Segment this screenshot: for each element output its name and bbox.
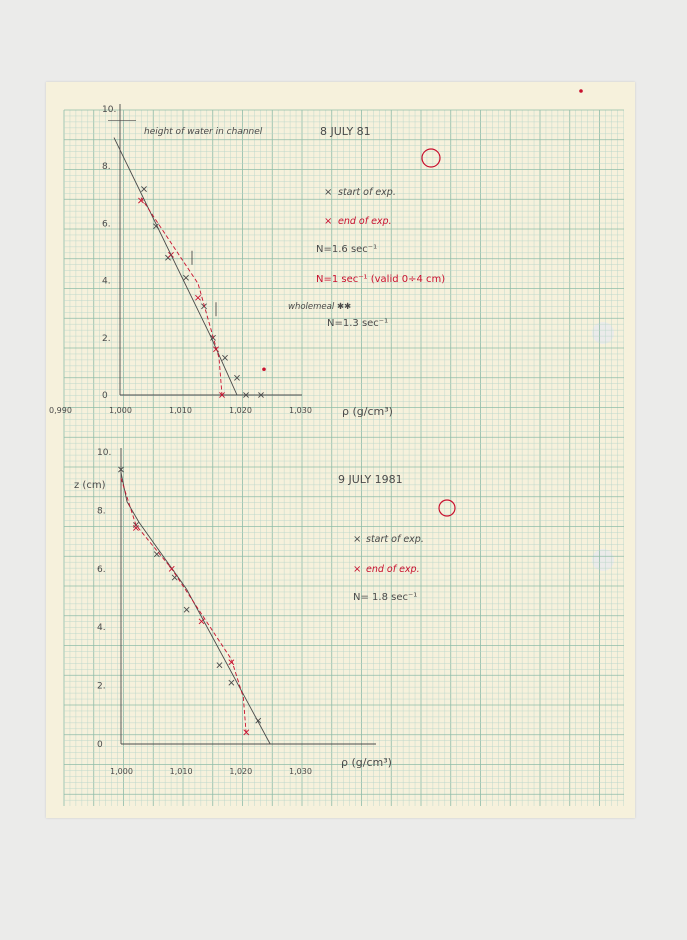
- chart-1-legend-start: start of exp.: [338, 187, 396, 198]
- x-tick-label: 1,000: [110, 767, 133, 776]
- chart-1-legend: [288, 187, 445, 329]
- chart-1-annotation: height of water in channel: [144, 127, 263, 137]
- chart-1-legend-n2: N=1 sec⁻¹ (valid 0÷4 cm): [316, 274, 446, 285]
- chart-2: [74, 448, 455, 776]
- chart-1-legend-end: end of exp.: [338, 216, 392, 227]
- x-tick-label: 1,000: [109, 406, 132, 415]
- y-tick-label: 0: [97, 740, 103, 750]
- chart-2-x-label: ρ (g/cm³): [341, 756, 392, 769]
- red-corner-dot: [579, 89, 583, 93]
- x-tick-label: 1,020: [229, 767, 253, 776]
- chart-2-legend-x-end: ×: [353, 564, 362, 575]
- chart-2-legend-end: end of exp.: [366, 564, 420, 575]
- x-tick-label: 1,030: [289, 767, 312, 776]
- y-tick-label: 2.: [97, 681, 106, 692]
- chart-1-legend-x-start: ×: [324, 187, 333, 198]
- data-point: [229, 680, 234, 685]
- x-tick-label: 1,030: [289, 406, 312, 415]
- y-tick-label: 8.: [102, 162, 111, 173]
- y-tick-label: 0: [102, 391, 108, 401]
- chart-1-title: 8 JULY 81: [320, 125, 371, 138]
- graph-paper-sheet: [46, 82, 635, 818]
- chart-1-legend-x-end: ×: [324, 216, 333, 227]
- grid-lines: [64, 110, 624, 806]
- data-point: [262, 367, 266, 371]
- chart-1-legend-wholemeal: wholemeal ✱✱: [288, 302, 352, 312]
- y-tick-label: 4.: [102, 276, 111, 287]
- chart-1-legend-n3: N=1.3 sec⁻¹: [327, 318, 389, 329]
- chart-2-legend-start: start of exp.: [366, 534, 424, 545]
- chart-1-marks: [108, 104, 302, 398]
- chart-2-legend-n: N= 1.8 sec⁻¹: [353, 592, 418, 603]
- y-tick-label: 4.: [97, 623, 106, 634]
- x-tick-label: 1,010: [169, 767, 193, 776]
- chart-2-y-label: z (cm): [74, 480, 106, 491]
- y-tick-label: 10.: [97, 448, 112, 458]
- x-tick-label: 1,020: [229, 406, 252, 415]
- y-tick-label: 10.: [102, 105, 117, 115]
- y-tick-label: 2.: [102, 333, 111, 344]
- chart-1: [49, 104, 445, 418]
- data-point: [183, 275, 188, 280]
- chart-2-legend-x-start: ×: [353, 534, 362, 545]
- chart-1-legend-n1: N=1.6 sec⁻¹: [316, 244, 378, 255]
- data-point: [195, 295, 200, 300]
- x-tick-label: 1,010: [169, 406, 192, 415]
- data-point: [222, 355, 227, 360]
- chart-2-red-circle-mark: [439, 500, 455, 516]
- x-tick-label: 0,990: [49, 406, 72, 415]
- y-tick-label: 6.: [97, 564, 106, 575]
- y-tick-label: 8.: [97, 506, 106, 517]
- chart-2-marks: [118, 448, 376, 744]
- series-line: [121, 478, 246, 735]
- series-line: [121, 472, 270, 744]
- chart-1-x-label: ρ (g/cm³): [342, 405, 393, 418]
- plot-canvas: [46, 82, 635, 818]
- y-tick-label: 6.: [102, 219, 111, 230]
- chart-2-title: 9 JULY 1981: [338, 473, 403, 486]
- chart-2-x-tick-labels: [110, 767, 312, 776]
